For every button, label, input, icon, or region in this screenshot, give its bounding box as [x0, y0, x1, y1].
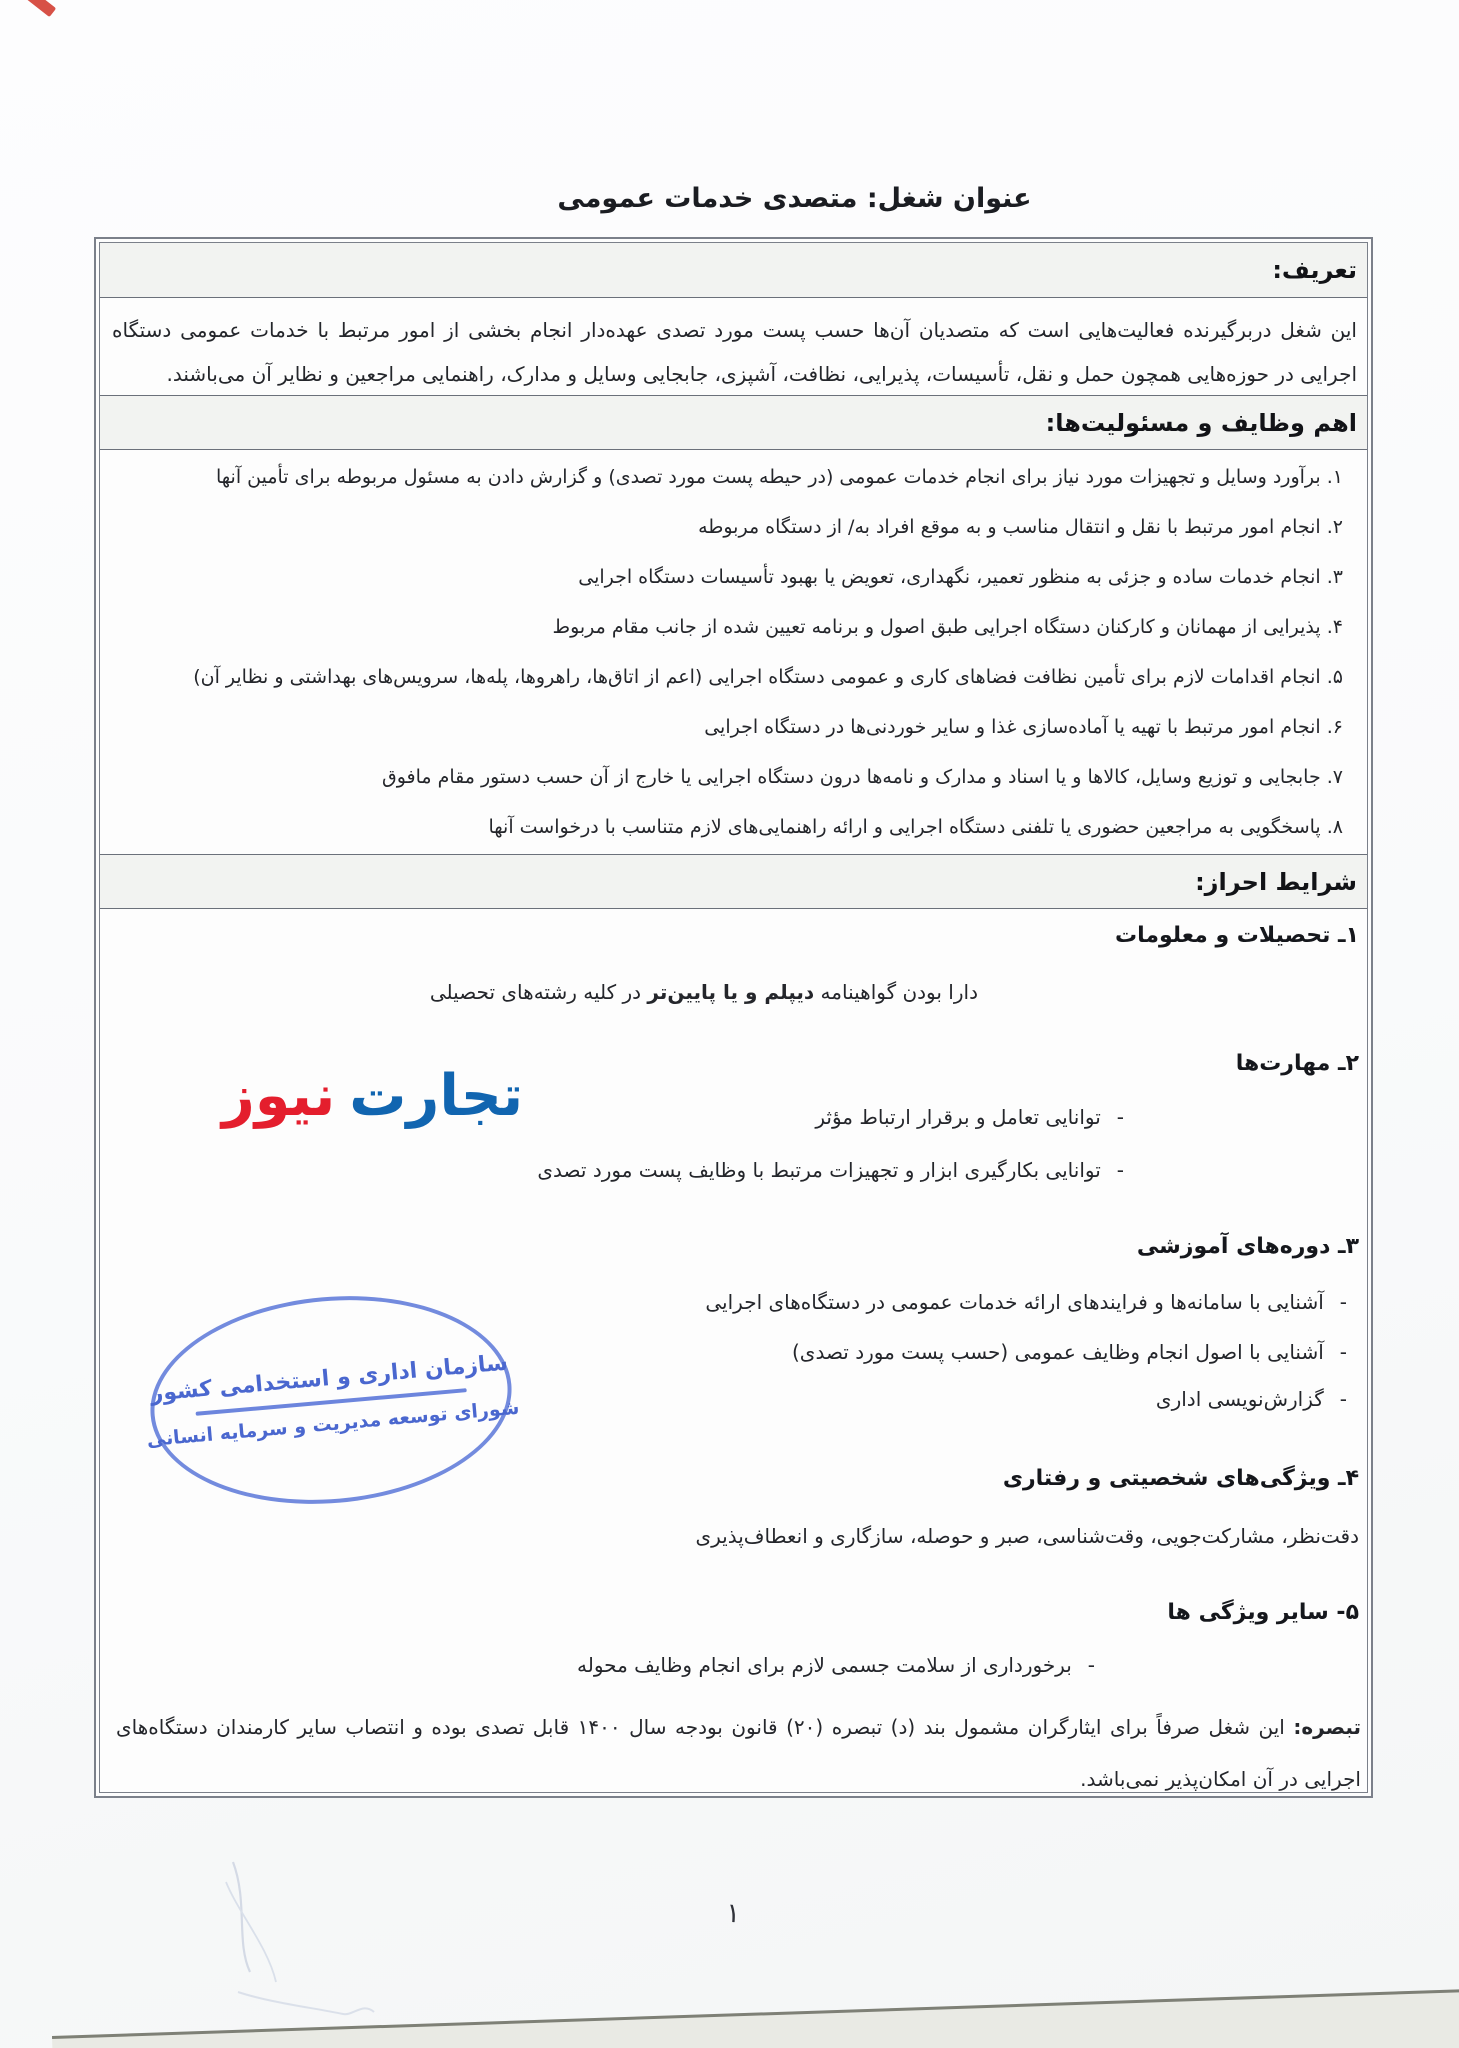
skill-item	[110, 1156, 1361, 1185]
education-text-bold: دیپلم و یا پایین‌تر	[647, 980, 815, 1004]
watermark-word-red: نیوز	[222, 1063, 336, 1129]
education-heading: ۱ـ تحصیلات و معلومات	[1115, 923, 1359, 948]
tejarat-news-watermark	[222, 1062, 523, 1130]
definition-body: این شغل دربرگیرنده فعالیت‌هایی است که متصدیان آن‌ها حسب پست مورد تصدی عهده‌دار انجام بخشی از امور مرتبط با خدمات عمومی دستگاه اجرایی در حوزه‌هایی همچون حمل و نقل، تأسیسات، پذیرایی، نظافت، آشپزی، جابجایی وسایل و مدارک، راهنمایی مراجعین و نظایر آن می‌باشند.	[100, 297, 1367, 395]
dash-bullet: -	[1339, 1387, 1347, 1411]
duties-list	[100, 449, 1367, 854]
definition-header: تعریف:	[100, 243, 1367, 297]
other-item	[110, 1651, 1361, 1680]
page-title: عنوان شغل: متصدی خدمات عمومی	[557, 183, 1032, 214]
personality-heading: ۴ـ ویژگی‌های شخصیتی و رفتاری	[1002, 1466, 1359, 1491]
duty-item: ۲. انجام امور مرتبط با نقل و انتقال مناسب و به موقع افراد به/ از دستگاه مربوطه	[698, 516, 1343, 538]
personality-text: دقت‌نظر، مشارکت‌جویی، وقت‌شناسی، صبر و حوصله، سازگاری و انعطاف‌پذیری	[695, 1524, 1359, 1548]
watermark-word-blue: تجارت	[349, 1063, 524, 1129]
duty-item: ۱. برآورد وسایل و تجهیزات مورد نیاز برای انجام خدمات عمومی (در حیطه پست مورد تصدی) و گزارش دادن به مسئول مربوطه برای تأمین آنها	[215, 466, 1343, 488]
dash-bullet: -	[1339, 1340, 1347, 1364]
training-item-text: آشنایی با اصول انجام وظایف عمومی (حسب پست مورد تصدی)	[791, 1340, 1324, 1364]
scan-scribble-artifact	[178, 1852, 438, 2042]
note	[110, 1701, 1361, 1805]
note-text: این شغل صرفاً برای ایثارگران مشمول بند (د) تبصره (۲۰) قانون بودجه سال ۱۴۰۰ قابل تصدی بوده و انتصاب سایر کارمندان دستگاه‌های اجرایی در آن امکان‌پذیر نمی‌باشد.	[116, 1715, 1361, 1791]
training-heading: ۳ـ دوره‌های آموزشی	[1136, 1234, 1359, 1259]
requirements-header: شرایط احراز:	[100, 854, 1367, 908]
stamp-council-name: شورای توسعه مدیریت و سرمایه انسانی	[145, 1396, 521, 1451]
scan-red-mark	[26, 0, 56, 17]
education-text-suffix: در کلیه رشته‌های تحصیلی	[429, 980, 648, 1004]
stamp-organization-name: سازمان اداری و استخدامی کشور	[149, 1350, 509, 1407]
dash-bullet: -	[1339, 1290, 1347, 1314]
duty-item: ۵. انجام اقدامات لازم برای تأمین نظافت فضاهای کاری و عمومی دستگاه اجرایی (اعم از اتاق‌ها، راهروها، پله‌ها، سرویس‌های بهداشتی و نظایر آن)	[193, 666, 1343, 688]
dash-bullet: -	[1087, 1653, 1095, 1677]
other-item-text: برخورداری از سلامت جسمی لازم برای انجام وظایف محوله	[577, 1653, 1072, 1677]
skill-item-text: توانایی تعامل و برقرار ارتباط مؤثر	[815, 1105, 1101, 1129]
duty-item: ۶. انجام امور مرتبط با تهیه یا آماده‌سازی غذا و سایر خوردنی‌ها در دستگاه اجرایی	[704, 716, 1343, 738]
dash-bullet: -	[1116, 1158, 1124, 1182]
training-item-text: آشنایی با سامانه‌ها و فرایندهای ارائه خدمات عمومی در دستگاه‌های اجرایی	[705, 1290, 1324, 1314]
skills-heading: ۲ـ مهارت‌ها	[1235, 1051, 1359, 1076]
duty-item: ۴. پذیرایی از مهمانان و کارکنان دستگاه اجرایی طبق اصول و برنامه تعیین شده از جانب مقام مربوط	[552, 616, 1343, 638]
education-text-prefix: دارا بودن گواهینامه	[814, 980, 978, 1004]
training-item-text: گزارش‌نویسی اداری	[1155, 1387, 1324, 1411]
skill-item-text: توانایی بکارگیری ابزار و تجهیزات مرتبط با وظایف پست مورد تصدی	[537, 1158, 1101, 1182]
education-text	[110, 978, 1361, 1007]
duty-item: ۸. پاسخگویی به مراجعین حضوری یا تلفنی دستگاه اجرایی و ارائه راهنمایی‌های لازم متناسب با درخواست آنها	[488, 816, 1343, 838]
duty-item: ۳. انجام خدمات ساده و جزئی به منظور تعمیر، نگهداری، تعویض یا بهبود تأسیسات دستگاه اجرایی	[578, 566, 1343, 588]
duties-header: اهم وظایف و مسئولیت‌ها:	[100, 395, 1367, 449]
page-number: ۱	[724, 1897, 742, 1930]
other-heading: ۵- سایر ویژگی ها	[1167, 1600, 1359, 1625]
dash-bullet: -	[1116, 1105, 1124, 1129]
duty-item: ۷. جابجایی و توزیع وسایل، کالاها و یا اسناد و مدارک و نامه‌ها درون دستگاه اجرایی یا خارج از آن حسب دستور مقام مافوق	[381, 766, 1343, 788]
note-label: تبصره:	[1293, 1715, 1361, 1739]
job-description-table	[94, 237, 1373, 1798]
